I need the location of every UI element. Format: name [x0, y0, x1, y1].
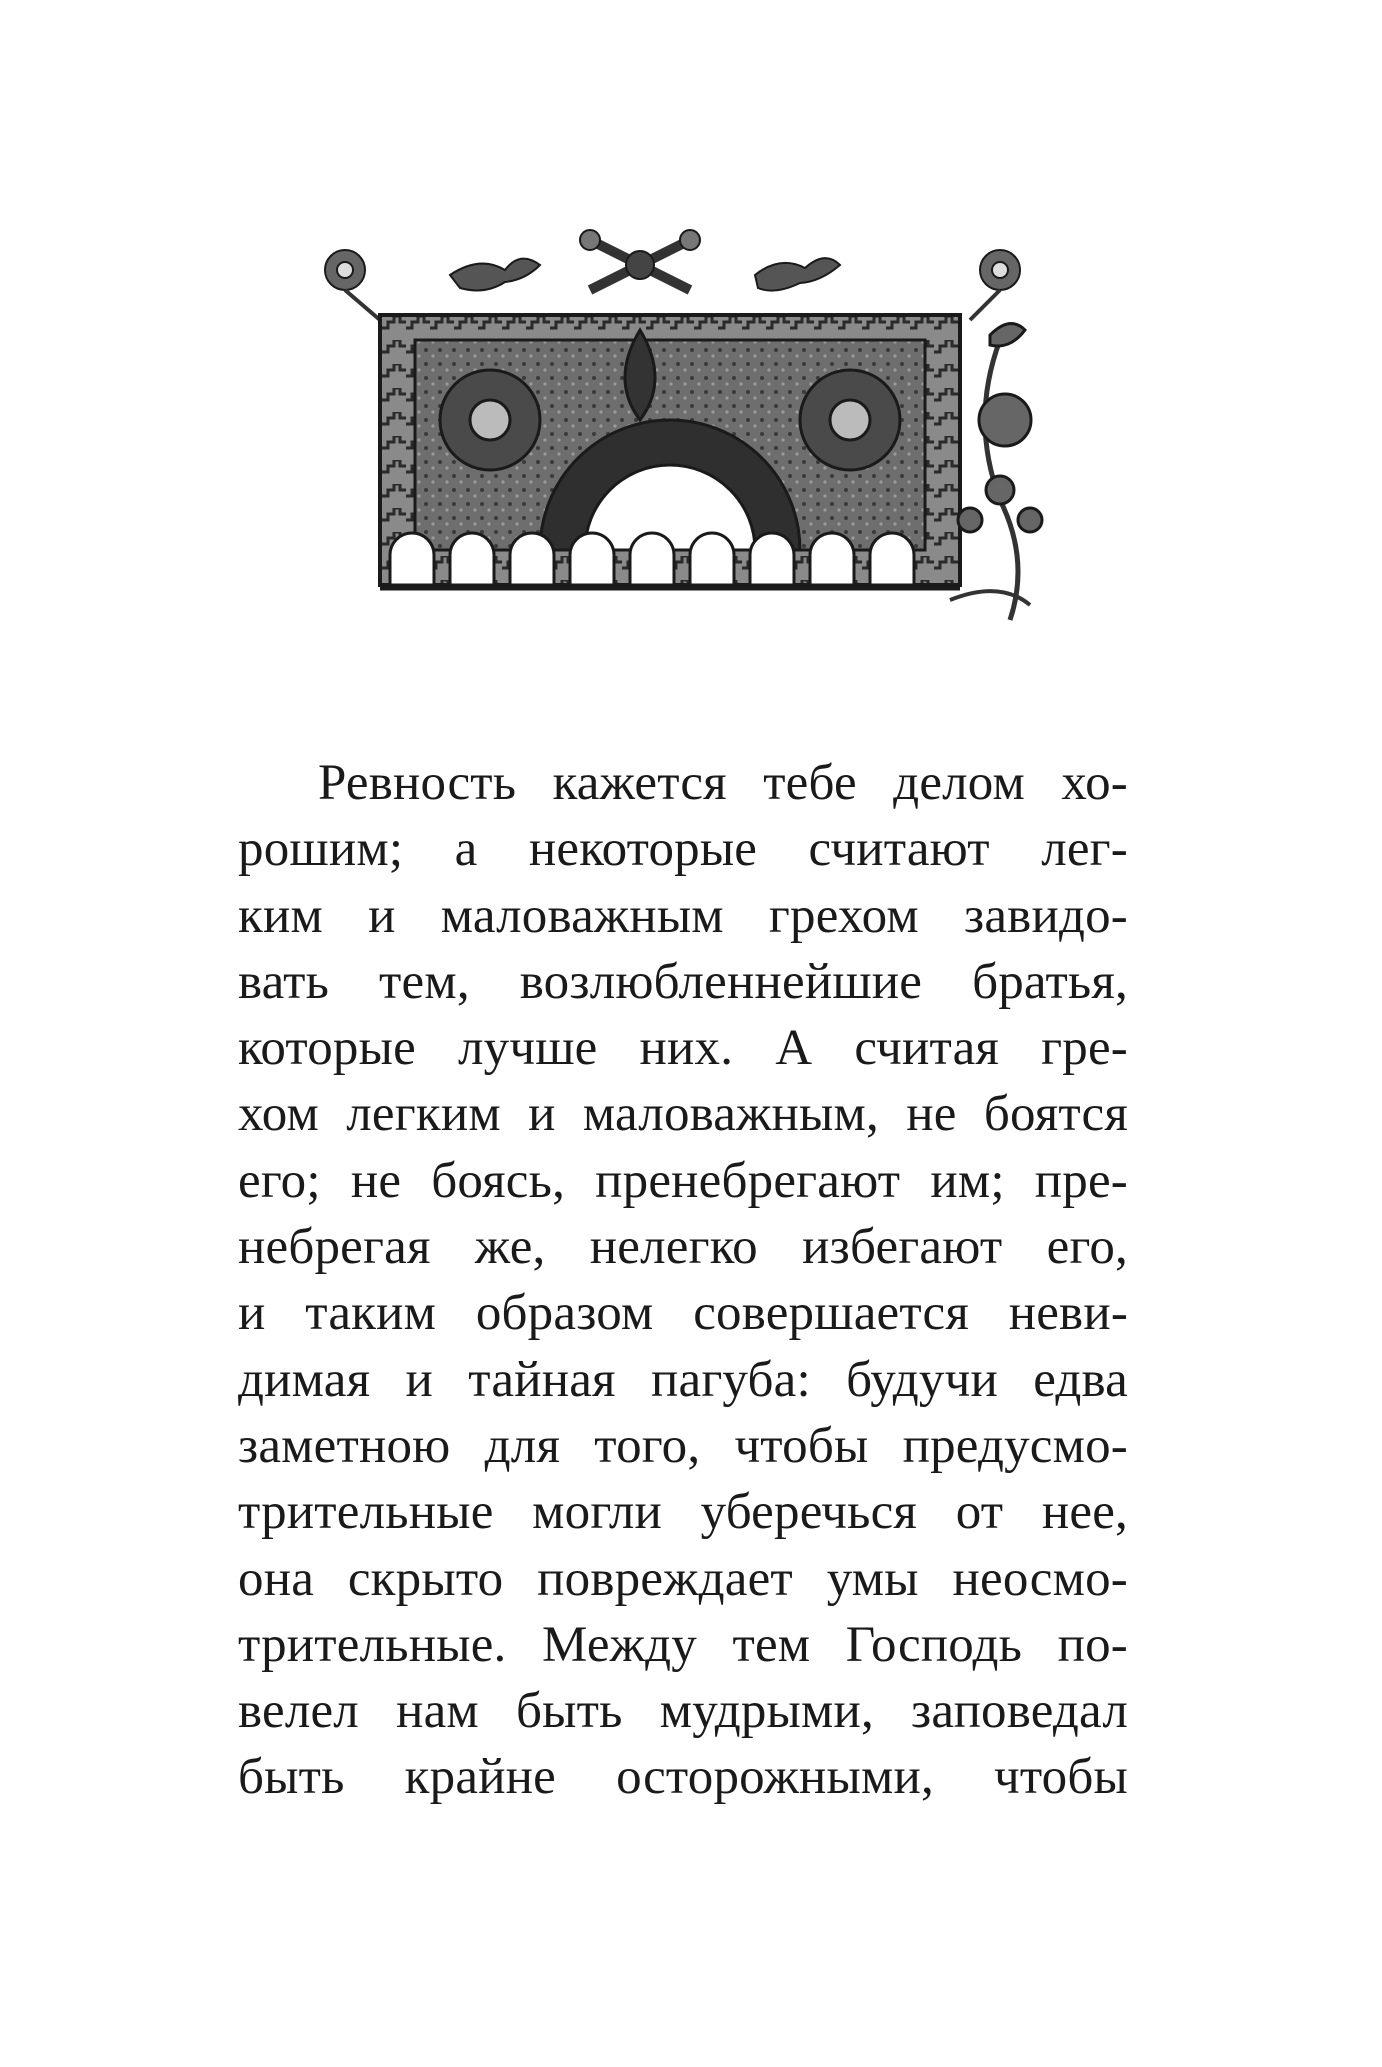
text-line: вать тем, возлюбленнейшие братья,	[238, 953, 1128, 1010]
text-line: небрегая же, нелегко избегают его,	[238, 1219, 1128, 1276]
text-line: она скрыто повреждает умы неосмо-	[238, 1550, 1128, 1607]
text-line: и таким образом совершается неви-	[238, 1285, 1128, 1342]
text-line: ким и маловажным грехом завидо-	[238, 887, 1128, 944]
text-line: трительные. Между тем Господь по-	[238, 1616, 1128, 1673]
text-line: хом легким и маловажным, не боятся	[238, 1086, 1128, 1143]
text-line: которые лучше них. А считая гре-	[238, 1020, 1128, 1077]
text-line: Ревность кажется тебе делом хо-	[318, 755, 1128, 811]
text-line: велел нам быть мудрыми, заповедал	[238, 1683, 1128, 1740]
text-line: его; не боясь, пренебрегают им; пре-	[238, 1152, 1128, 1209]
main-text-paragraph	[238, 750, 1128, 1811]
illuminated-headpiece-icon	[310, 220, 1070, 660]
text-line: димая и тайная пагуба: будучи едва	[238, 1351, 1128, 1408]
text-line: трительные могли уберечься от нее,	[238, 1484, 1128, 1541]
text-line: быть крайне осторожными, чтобы	[238, 1749, 1128, 1806]
text-line: рошим; а некоторые считают лег-	[238, 821, 1128, 878]
text-line: заметною для того, чтобы предусмо-	[238, 1417, 1128, 1474]
